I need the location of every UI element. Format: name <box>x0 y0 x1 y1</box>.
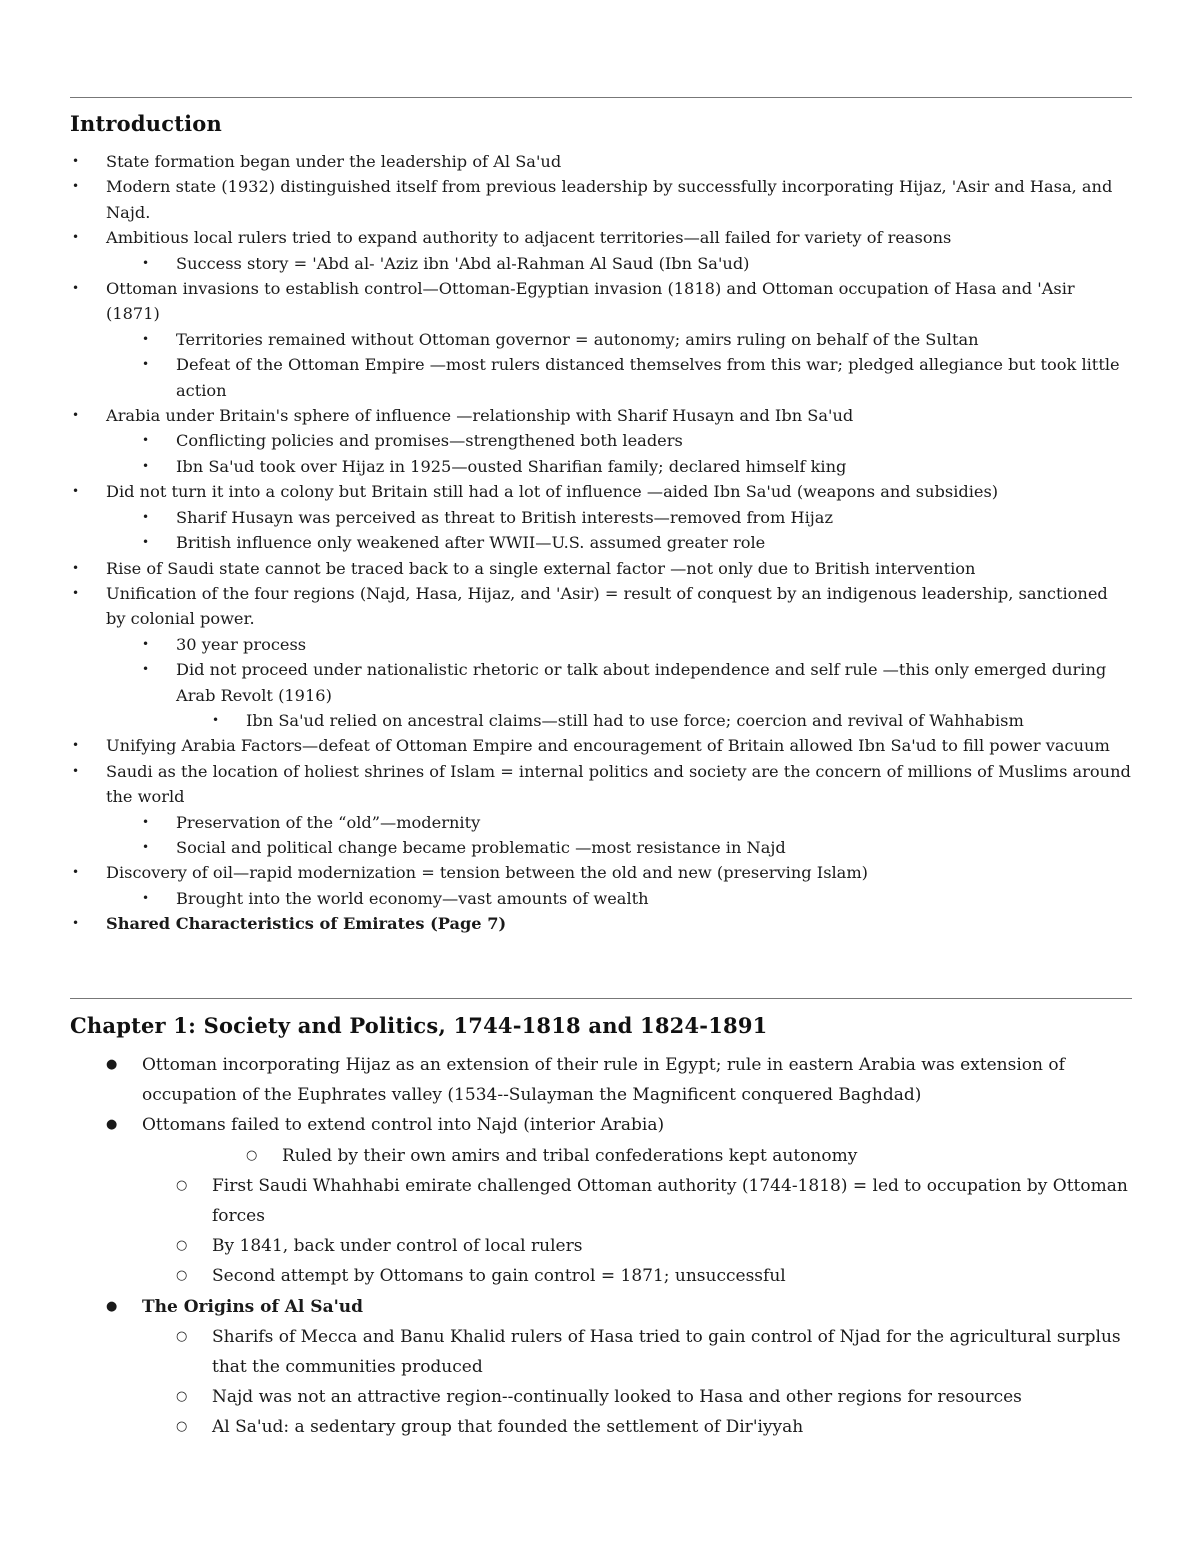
list-item <box>70 657 1132 708</box>
bullet-icon: ● <box>106 1057 118 1072</box>
bullet-icon: ○ <box>246 1147 258 1163</box>
list-item <box>70 1231 1132 1261</box>
bullet-icon: • <box>72 154 80 168</box>
bullet-icon: • <box>142 535 150 550</box>
bullet-icon: • <box>72 916 80 931</box>
bullet-icon: • <box>142 433 150 448</box>
list-item-text: Did not turn it into a colony but Britain still had a lot of influence —aided Ibn Sa'ud (weapons and subsidies) <box>106 482 999 502</box>
list-item <box>70 759 1132 810</box>
bullet-icon: • <box>212 712 220 727</box>
bullet-icon: • <box>142 814 150 829</box>
section-heading-chapter-1: Chapter 1: Society and Politics, 1744-1818 and 1824-1891 <box>70 1013 768 1038</box>
list-item <box>70 581 1132 632</box>
list-item-text: Arabia under Britain's sphere of influence —relationship with Sharif Husayn and Ibn Sa'ud <box>106 406 854 426</box>
list-item <box>70 886 1132 911</box>
bullet-icon: • <box>142 458 150 473</box>
list-item-text: Unification of the four regions (Najd, Hasa, Hijaz, and 'Asir) = result of conquest by an indigenous leadership, sanctioned by colonial power. <box>106 583 1108 629</box>
bullet-icon: • <box>142 890 150 905</box>
bullet-icon: • <box>72 560 80 575</box>
bullet-icon: ● <box>106 1117 118 1133</box>
list-item <box>70 530 1132 555</box>
introduction-bullet-list <box>70 149 1132 937</box>
list-item <box>70 403 1132 428</box>
bullet-icon: • <box>72 585 80 600</box>
list-item-text: Ibn Sa'ud took over Hijaz in 1925—ousted Sharifian family; declared himself king <box>176 456 847 476</box>
list-item <box>70 708 1132 733</box>
bullet-icon: • <box>72 408 80 423</box>
section-divider <box>70 97 1132 98</box>
bullet-icon: • <box>72 738 80 753</box>
list-item <box>70 1322 1132 1382</box>
list-item <box>70 1412 1132 1442</box>
bullet-icon: • <box>142 662 150 677</box>
list-item <box>70 1292 1132 1322</box>
list-item <box>70 556 1132 581</box>
list-item-text: Ambitious local rulers tried to expand authority to adjacent territories—all failed for variety of reasons <box>106 228 952 248</box>
list-item <box>70 1141 1132 1171</box>
list-item-text: State formation began under the leadership of Al Sa'ud <box>106 152 562 171</box>
list-item-text: Shared Characteristics of Emirates (Page 7) <box>106 914 507 934</box>
bullet-icon: • <box>72 865 80 880</box>
list-item <box>70 276 1132 327</box>
list-item-text: Najd was not an attractive region--continually looked to Hasa and other regions for resources <box>212 1387 1022 1408</box>
list-item <box>70 149 1132 174</box>
list-item-text: Discovery of oil—rapid modernization = tension between the old and new (preserving Islam) <box>106 863 868 883</box>
bullet-icon: ○ <box>176 1328 188 1344</box>
bullet-icon: • <box>72 763 80 778</box>
bullet-icon: • <box>142 331 150 346</box>
bullet-icon: • <box>142 357 150 372</box>
list-item-text: Ottoman invasions to establish control—Ottoman-Egyptian invasion (1818) and Ottoman occupation of Hasa and 'Asir (1871) <box>106 279 1075 324</box>
list-item <box>70 1382 1132 1412</box>
list-item <box>70 632 1132 657</box>
list-item-text: Success story = 'Abd al- 'Aziz ibn 'Abd al-Rahman Al Saud (Ibn Sa'ud) <box>176 253 750 273</box>
bullet-icon: • <box>72 484 80 499</box>
list-item <box>70 454 1132 479</box>
list-item-text: Al Sa'ud: a sedentary group that founded the settlement of Dir'iyyah <box>212 1417 804 1438</box>
list-item-text: British influence only weakened after WWII—U.S. assumed greater role <box>176 533 766 553</box>
list-item-text: Ibn Sa'ud relied on ancestral claims—still had to use force; coercion and revival of Wahhabism <box>246 710 1024 730</box>
list-item <box>70 352 1132 403</box>
list-item-text: First Saudi Whahhabi emirate challenged Ottoman authority (1744-1818) = led to occupation by Ottoman forces <box>212 1175 1128 1227</box>
list-item-text: Ruled by their own amirs and tribal confederations kept autonomy <box>282 1145 858 1166</box>
list-item-text: The Origins of Al Sa'ud <box>142 1296 364 1317</box>
bullet-icon: ○ <box>176 1389 188 1405</box>
list-item-text: 30 year process <box>176 634 307 654</box>
bullet-icon: • <box>142 509 150 524</box>
bullet-icon: ○ <box>176 1177 188 1193</box>
list-item-text: Modern state (1932) distinguished itself from previous leadership by successfully incorporating Hijaz, 'Asir and Hasa, and Najd. <box>106 177 1113 222</box>
list-item <box>70 327 1132 352</box>
section-divider <box>70 998 1132 999</box>
list-item <box>70 174 1132 225</box>
bullet-icon: ● <box>106 1298 118 1314</box>
list-item <box>70 733 1132 758</box>
list-item <box>70 251 1132 276</box>
list-item-text: Ottoman incorporating Hijaz as an extension of their rule in Egypt; rule in eastern Arabia was extension of occupation of the Euphrates valley (1534--Sulayman the Magnificent conquered Baghdad) <box>142 1055 1065 1106</box>
list-item <box>70 1050 1132 1110</box>
section-heading-introduction: Introduction <box>70 111 222 136</box>
bullet-icon: • <box>72 230 80 245</box>
list-item <box>70 835 1132 860</box>
list-item-text: Unifying Arabia Factors—defeat of Ottoman Empire and encouragement of Britain allowed Ibn Sa'ud to fill power vacuum <box>106 736 1110 756</box>
list-item <box>70 1171 1132 1231</box>
list-item-text: Second attempt by Ottomans to gain control = 1871; unsuccessful <box>212 1266 786 1287</box>
list-item <box>70 860 1132 885</box>
bullet-icon: • <box>142 839 150 854</box>
list-item <box>70 911 1132 936</box>
list-item <box>70 505 1132 530</box>
bullet-icon: ○ <box>176 1238 188 1254</box>
bullet-icon: • <box>142 255 150 270</box>
list-item <box>70 1261 1132 1291</box>
list-item <box>70 479 1132 504</box>
bullet-icon: • <box>142 636 150 651</box>
list-item-text: Sharifs of Mecca and Banu Khalid rulers of Hasa tried to gain control of Njad for the agricultural surplus that the communities produced <box>212 1326 1121 1378</box>
list-item-text: Social and political change became problematic —most resistance in Najd <box>176 837 786 857</box>
list-item <box>70 428 1132 453</box>
list-item-text: Brought into the world economy—vast amounts of wealth <box>176 888 649 908</box>
list-item-text: Preservation of the “old”—modernity <box>176 812 481 832</box>
list-item-text: Did not proceed under nationalistic rhetoric or talk about independence and self rule —this only emerged during Arab Revolt (1916) <box>176 660 1107 705</box>
list-item-text: Ottomans failed to extend control into Najd (interior Arabia) <box>142 1115 665 1136</box>
list-item-text: Rise of Saudi state cannot be traced back to a single external factor —not only due to British intervention <box>106 558 976 578</box>
list-item-text: Sharif Husayn was perceived as threat to British interests—removed from Hijaz <box>176 507 833 527</box>
bullet-icon: • <box>72 179 80 194</box>
bullet-icon: • <box>72 281 80 296</box>
chapter-1-bullet-list <box>70 1050 1132 1443</box>
bullet-icon: ○ <box>176 1268 188 1284</box>
list-item-text: By 1841, back under control of local rulers <box>212 1236 583 1257</box>
list-item-text: Territories remained without Ottoman governor = autonomy; amirs ruling on behalf of the Sultan <box>176 329 979 349</box>
list-item <box>70 1110 1132 1140</box>
list-item <box>70 810 1132 835</box>
list-item-text: Defeat of the Ottoman Empire —most rulers distanced themselves from this war; pledged allegiance but took little action <box>176 355 1120 400</box>
list-item <box>70 225 1132 250</box>
list-item-text: Saudi as the location of holiest shrines of Islam = internal politics and society are the concern of millions of Muslims around the world <box>106 761 1131 807</box>
list-item-text: Conflicting policies and promises—strengthened both leaders <box>176 431 683 451</box>
bullet-icon: ○ <box>176 1419 188 1435</box>
